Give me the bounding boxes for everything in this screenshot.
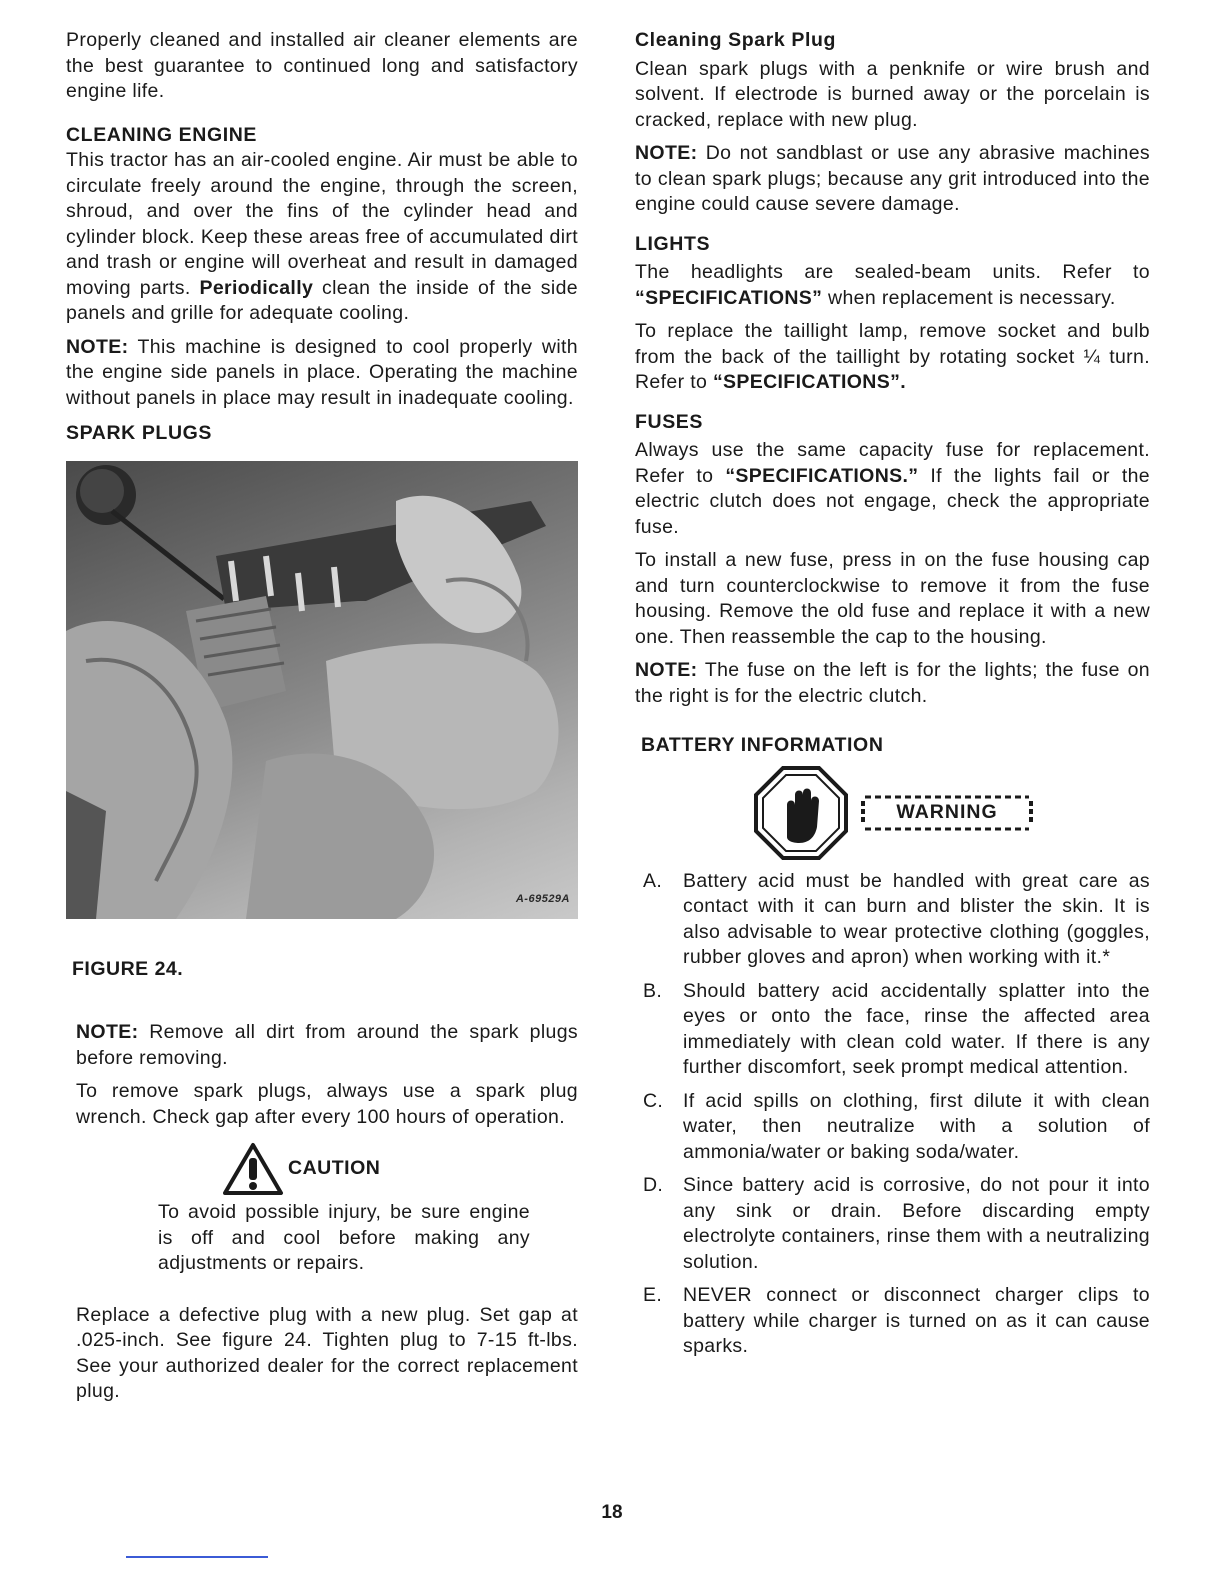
warning-label: WARNING xyxy=(896,800,998,823)
list-item xyxy=(635,979,1150,1081)
list-item-text: Since battery acid is corrosive, do not pour it into any sink or drain. Before discarding empty electrolyte containers, rinse them with a neutralizing solution. xyxy=(683,1174,1150,1273)
cleaning-spark-plug-paragraph: Clean spark plugs with a penknife or wire brush and solvent. If electrode is burned away or the porcelain is cracked, replace with new plug. xyxy=(635,57,1150,131)
cleaning-engine-heading: CLEANING ENGINE xyxy=(66,123,258,146)
list-item xyxy=(635,1283,1150,1360)
cleaning-engine-note: NOTE: This machine is designed to cool properly with the engine side panels in place. Operating the machine without panels in place may result in inadequate cooling. xyxy=(66,335,578,409)
list-item-letter: E. xyxy=(643,1284,663,1306)
list-item-letter: B. xyxy=(643,979,663,1002)
caution-header xyxy=(222,1142,578,1196)
battery-safety-list xyxy=(635,869,1150,1360)
fuses-paragraph-1: Always use the same capacity fuse for replacement. Refer to “SPECIFICATIONS.” If the lights fail or the electric clutch does not engage, check the appropriate fuse. xyxy=(635,439,1150,538)
cleaning-spark-plug-note: NOTE: Do not sandblast or use any abrasive machines to clean spark plugs; because any grit introduced into the engine could cause severe damage. xyxy=(635,142,1150,215)
fuses-note: NOTE: The fuse on the left is for the lights; the fuse on the right is for the electric clutch. xyxy=(635,659,1150,707)
list-item-text: Battery acid must be handled with great care as contact with it can burn and blister the skin. It is also advisable to wear protective clothing (goggles, rubber gloves and apron) when working with it.* xyxy=(683,869,1150,968)
right-column xyxy=(635,28,1150,1360)
lights-paragraph-2: To replace the taillight lamp, remove socket and bulb from the back of the taillight by rotating socket ¼ turn. Refer to “SPECIFICATIONS”. xyxy=(635,320,1150,393)
list-item-letter: A. xyxy=(643,869,663,892)
warning-box xyxy=(859,793,1035,833)
battery-information-heading: BATTERY INFORMATION xyxy=(641,734,884,756)
caution-label: CAUTION xyxy=(288,1157,381,1180)
list-item-text: NEVER connect or disconnect charger clips to battery while charger is turned on as it can cause sparks. xyxy=(683,1284,1150,1357)
caution-text: To avoid possible injury, be sure engine is off and cool before making any adjustments or repairs. xyxy=(158,1201,530,1274)
fuses-paragraph-2: To install a new fuse, press in on the fuse housing cap and turn counterclockwise to remove it from the fuse housing. Remove the old fuse and replace it with a new one. Then reassemble the cap to the housing. xyxy=(635,549,1150,648)
warning-banner xyxy=(753,765,1150,861)
figure-label: FIGURE 24. xyxy=(72,957,184,980)
lights-heading: LIGHTS xyxy=(635,232,711,255)
left-column xyxy=(66,28,578,1405)
page-number: 18 xyxy=(601,1502,623,1523)
photo-illustration xyxy=(66,461,578,919)
fuses-heading: FUSES xyxy=(635,410,704,433)
list-item-letter: D. xyxy=(643,1174,664,1196)
spark-plugs-heading: SPARK PLUGS xyxy=(66,422,213,444)
lights-paragraph-1: The headlights are sealed-beam units. Refer to “SPECIFICATIONS” when replacement is necessary. xyxy=(635,261,1150,309)
list-item xyxy=(635,869,1150,971)
remove-plugs-paragraph: To remove spark plugs, always use a spark plug wrench. Check gap after every 100 hours of operation. xyxy=(76,1080,578,1128)
stop-hand-icon xyxy=(753,765,849,861)
cleaning-engine-paragraph: This tractor has an air-cooled engine. Air must be able to circulate freely around the engine, through the screen, shroud, and over the fins of the cylinder head and cylinder block. Keep these areas free of accumulated dirt and trash or engine will overheat and result in damaged moving parts. Periodically clean the inside of the side panels and grille for adequate cooling. xyxy=(66,149,578,324)
caution-triangle-icon xyxy=(222,1142,284,1196)
list-item-text: Should battery acid accidentally splatter into the eyes or onto the face, rinse the affected area immediately with clean cold water. If there is any further discomfort, seek prompt medical attention. xyxy=(683,979,1150,1078)
list-item xyxy=(635,1173,1150,1275)
replace-plug-paragraph: Replace a defective plug with a new plug. Set gap at .025-inch. See figure 24. Tighten plug to 7-15 ft-lbs. See your authorized dealer for the correct replacement plug. xyxy=(76,1303,578,1402)
cleaning-spark-plug-heading: Cleaning Spark Plug xyxy=(635,29,837,51)
list-item-text: If acid spills on clothing, first dilute it with clean water, then neutralize with a solution of ammonia/water or baking soda/water. xyxy=(683,1089,1150,1163)
list-item-letter: C. xyxy=(643,1089,664,1112)
intro-paragraph: Properly cleaned and installed air cleaner elements are the best guarantee to continued long and satisfactory engine life. xyxy=(66,29,578,102)
footer-rule xyxy=(126,1556,268,1558)
spark-plug-gap-photo xyxy=(66,461,578,919)
photo-reference-code: A-69529A xyxy=(515,893,570,905)
spark-plug-instructions xyxy=(76,1020,578,1405)
list-item xyxy=(635,1089,1150,1166)
spark-plugs-note: NOTE: Remove all dirt from around the spark plugs before removing. xyxy=(76,1021,578,1069)
